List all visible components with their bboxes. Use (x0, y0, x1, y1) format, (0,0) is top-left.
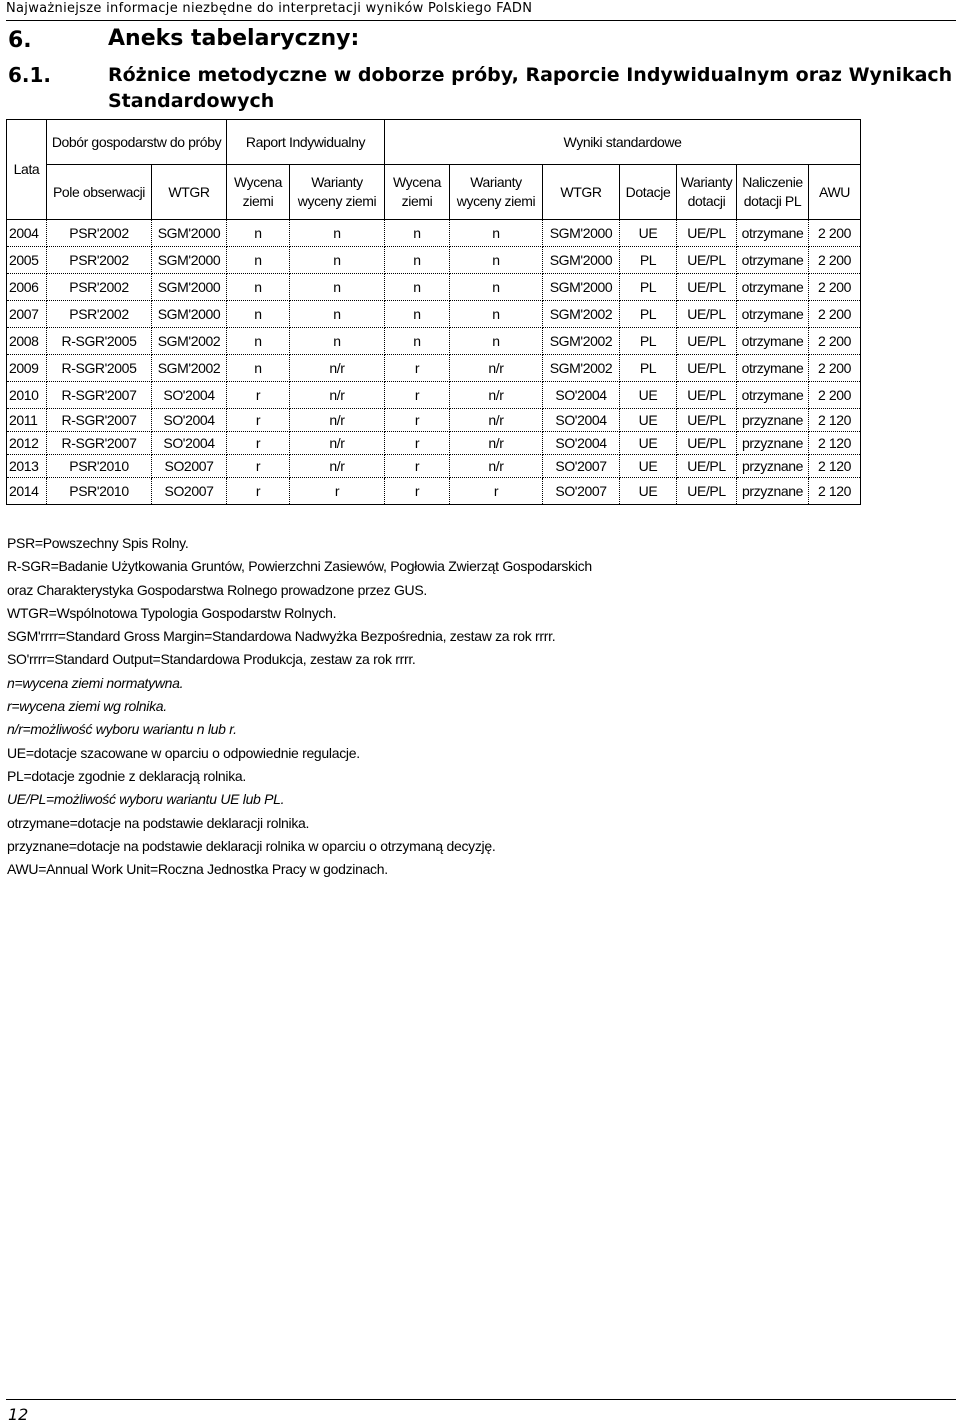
header-pole: Pole obserwacji (47, 165, 152, 220)
legend-line: SO'rrrr=Standard Output=Standardowa Produkcja, zestaw za rok rrrr. (7, 651, 416, 668)
table-cell: n (385, 328, 450, 355)
header-ws-wtgr: WTGR (543, 165, 620, 220)
table-cell: SGM'2002 (543, 301, 620, 328)
table-cell: n (450, 274, 543, 301)
table-cell: 2007 (7, 301, 47, 328)
table-cell: UE/PL (677, 478, 737, 505)
header-lata: Lata (7, 120, 47, 220)
table-cell: otrzymane (737, 355, 809, 382)
table-cell: n (450, 328, 543, 355)
table-cell: 2 120 (809, 432, 861, 455)
table-cell: 2 200 (809, 328, 861, 355)
table-cell: n (290, 301, 385, 328)
table-cell: UE/PL (677, 409, 737, 432)
legend-line: SGM'rrrr=Standard Gross Margin=Standardowa Nadwyżka Bezpośrednia, zestaw za rok rrrr. (7, 628, 556, 645)
table-cell: n/r (450, 455, 543, 478)
table-cell: UE (620, 382, 677, 409)
table-cell: SO'2004 (543, 432, 620, 455)
table-cell: PSR'2010 (47, 478, 152, 505)
table-cell: n/r (290, 382, 385, 409)
table-cell: 2006 (7, 274, 47, 301)
table-cell: n (227, 328, 290, 355)
table-cell: n/r (290, 455, 385, 478)
table-cell: n (450, 301, 543, 328)
table-cell: UE/PL (677, 274, 737, 301)
table-cell: r (385, 355, 450, 382)
table-cell: otrzymane (737, 328, 809, 355)
header-dobor (47, 120, 227, 165)
table-cell: 2005 (7, 247, 47, 274)
table-cell: n (290, 220, 385, 247)
table-cell: R-SGR'2007 (47, 382, 152, 409)
table-cell: 2010 (7, 382, 47, 409)
table-cell: UE/PL (677, 247, 737, 274)
table-cell: SGM'2002 (543, 328, 620, 355)
table-cell: r (385, 478, 450, 505)
table-cell: 2 200 (809, 355, 861, 382)
table-cell: PSR'2010 (47, 455, 152, 478)
table-cell: n/r (450, 409, 543, 432)
table-cell: n/r (290, 409, 385, 432)
table-cell: SO'2004 (152, 432, 227, 455)
table-cell: 2014 (7, 478, 47, 505)
table-cell: UE/PL (677, 432, 737, 455)
header-warianty-dotacji: Warianty dotacji (677, 165, 737, 220)
header-ri-warianty: Warianty wyceny ziemi (290, 165, 385, 220)
table-cell: SGM'2000 (152, 247, 227, 274)
header-ws-wycena: Wycena ziemi (385, 165, 450, 220)
table-cell: 2 200 (809, 274, 861, 301)
table-cell: n/r (290, 432, 385, 455)
running-header-text: Najważniejsze informacje niezbędne do interpretacji wyników Polskiego FADN (6, 1, 533, 16)
table-cell: R-SGR'2005 (47, 355, 152, 382)
table-body (7, 220, 861, 505)
table-cell: r (227, 455, 290, 478)
table-cell: n (450, 247, 543, 274)
table-cell: PSR'2002 (47, 220, 152, 247)
legend-line: n=wycena ziemi normatywna. (7, 674, 184, 691)
table-row (7, 274, 861, 301)
table-cell: n (227, 355, 290, 382)
page-footer (6, 1399, 956, 1425)
table-cell: r (385, 409, 450, 432)
table-cell: SO'2007 (543, 455, 620, 478)
table-cell: SO2007 (152, 478, 227, 505)
table-cell: UE/PL (677, 455, 737, 478)
table-cell: 2013 (7, 455, 47, 478)
header-dotacje: Dotacje (620, 165, 677, 220)
table-cell: SGM'2000 (152, 301, 227, 328)
table-cell: r (227, 409, 290, 432)
table-cell: SGM'2000 (543, 247, 620, 274)
table-cell: PL (620, 247, 677, 274)
subsection-title: Różnice metodyczne w doborze próby, Raporcie Indywidualnym oraz Wynikach Standardowych (108, 64, 953, 112)
header-naliczenie: Naliczenie dotacji PL (737, 165, 809, 220)
table-cell: otrzymane (737, 301, 809, 328)
table-cell: n (227, 274, 290, 301)
table-cell: otrzymane (737, 274, 809, 301)
table-cell: n (290, 274, 385, 301)
table-cell: PL (620, 301, 677, 328)
table-cell: n (227, 301, 290, 328)
table-cell: 2 200 (809, 301, 861, 328)
table-row (7, 455, 861, 478)
table-cell: r (290, 478, 385, 505)
table-cell: UE (620, 409, 677, 432)
legend-line: UE/PL=możliwość wyboru wariantu UE lub PL. (7, 791, 285, 808)
table-cell: otrzymane (737, 382, 809, 409)
legend-line: UE=dotacje szacowane w oparciu o odpowiednie regulacje. (7, 744, 360, 761)
table-cell: n (450, 220, 543, 247)
table-cell: r (227, 432, 290, 455)
table-cell: UE (620, 455, 677, 478)
table-cell: 2 200 (809, 220, 861, 247)
table-cell: R-SGR'2005 (47, 328, 152, 355)
running-header (6, 0, 956, 21)
table-cell: PL (620, 328, 677, 355)
legend-line: AWU=Annual Work Unit=Roczna Jednostka Pracy w godzinach. (7, 861, 388, 878)
legend-line: r=wycena ziemi wg rolnika. (7, 698, 167, 715)
table-cell: SGM'2002 (152, 328, 227, 355)
table-cell: n/r (450, 355, 543, 382)
table-cell: przyznane (737, 478, 809, 505)
table-cell: PL (620, 355, 677, 382)
table-cell: 2 200 (809, 247, 861, 274)
table-cell: UE (620, 220, 677, 247)
table-cell: 2 120 (809, 409, 861, 432)
table-row (7, 301, 861, 328)
header-dobor-text: Dobór gospodarstw do próby (51, 133, 222, 150)
table-row (7, 355, 861, 382)
table-cell: UE/PL (677, 382, 737, 409)
table-cell: n (385, 247, 450, 274)
table-cell: SO'2007 (543, 478, 620, 505)
table-row (7, 478, 861, 505)
legend-line: n/r=możliwość wyboru wariantu n lub r. (7, 721, 237, 738)
table-cell: r (385, 455, 450, 478)
page-number: 12 (8, 1405, 29, 1424)
table-cell: PSR'2002 (47, 247, 152, 274)
section-number: 6. (8, 28, 32, 53)
table-cell: SGM'2000 (543, 274, 620, 301)
table-cell: UE/PL (677, 355, 737, 382)
table-cell: n/r (450, 382, 543, 409)
table-cell: SO'2004 (543, 382, 620, 409)
table-cell: SGM'2002 (543, 355, 620, 382)
header-awu: AWU (809, 165, 861, 220)
table-cell: UE/PL (677, 328, 737, 355)
table-cell: przyznane (737, 432, 809, 455)
subsection-number: 6.1. (8, 63, 52, 87)
table-row (7, 220, 861, 247)
table-cell: SO'2004 (152, 409, 227, 432)
table-cell: 2 120 (809, 455, 861, 478)
table-cell: PL (620, 274, 677, 301)
table-cell: przyznane (737, 455, 809, 478)
table-cell: R-SGR'2007 (47, 432, 152, 455)
table-cell: n (385, 274, 450, 301)
table-cell: n/r (290, 355, 385, 382)
table-cell: 2 120 (809, 478, 861, 505)
table-cell: n (227, 220, 290, 247)
table-cell: PSR'2002 (47, 274, 152, 301)
table-cell: n (290, 328, 385, 355)
legend-line: oraz Charakterystyka Gospodarstwa Rolnego prowadzone przez GUS. (7, 581, 427, 598)
legend-line: R-SGR=Badanie Użytkowania Gruntów, Powierzchni Zasiewów, Pogłowia Zwierząt Gospodarskich (7, 558, 592, 575)
legend-line: WTGR=Wspólnotowa Typologia Gospodarstw Rolnych. (7, 604, 337, 621)
table-cell: UE (620, 432, 677, 455)
table-cell: SGM'2002 (152, 355, 227, 382)
table-cell: 2012 (7, 432, 47, 455)
table-row (7, 328, 861, 355)
header-raport: Raport Indywidualny (227, 120, 385, 165)
table-row (7, 432, 861, 455)
header-wtgr: WTGR (152, 165, 227, 220)
table-row (7, 382, 861, 409)
legend (7, 532, 907, 881)
table-cell: n (227, 247, 290, 274)
table-cell: UE/PL (677, 301, 737, 328)
table-row (7, 247, 861, 274)
table-cell: przyznane (737, 409, 809, 432)
legend-line: otrzymane=dotacje na podstawie deklaracji rolnika. (7, 814, 310, 831)
table-row (7, 409, 861, 432)
legend-line: PSR=Powszechny Spis Rolny. (7, 535, 189, 551)
table-cell: n (290, 247, 385, 274)
table-cell: UE (620, 478, 677, 505)
table-cell: n (385, 301, 450, 328)
table-cell: R-SGR'2007 (47, 409, 152, 432)
table-cell: SO'2004 (543, 409, 620, 432)
table-cell: otrzymane (737, 220, 809, 247)
table-cell: PSR'2002 (47, 301, 152, 328)
table-cell: SO'2004 (152, 382, 227, 409)
table-cell: n (385, 220, 450, 247)
header-ws-warianty: Warianty wyceny ziemi (450, 165, 543, 220)
legend-line: PL=dotacje zgodnie z deklaracją rolnika. (7, 767, 246, 784)
methodology-table (6, 119, 861, 505)
table-cell: SGM'2000 (543, 220, 620, 247)
table-cell: r (385, 382, 450, 409)
table-cell: 2011 (7, 409, 47, 432)
table-cell: UE/PL (677, 220, 737, 247)
table-cell: r (450, 478, 543, 505)
table-cell: 2 200 (809, 382, 861, 409)
table-cell: 2009 (7, 355, 47, 382)
table-cell: r (227, 382, 290, 409)
table-cell: r (227, 478, 290, 505)
table-cell: r (385, 432, 450, 455)
section-title: Aneks tabelaryczny: (108, 26, 360, 51)
table-cell: otrzymane (737, 247, 809, 274)
legend-line: przyznane=dotacje na podstawie deklaracji rolnika w oparciu o otrzymaną decyzję. (7, 837, 496, 854)
table-cell: n/r (450, 432, 543, 455)
table-cell: SGM'2000 (152, 220, 227, 247)
table-cell: SO2007 (152, 455, 227, 478)
header-wyniki: Wyniki standardowe (385, 120, 861, 165)
table-cell: SGM'2000 (152, 274, 227, 301)
table-cell: 2008 (7, 328, 47, 355)
table-cell: 2004 (7, 220, 47, 247)
header-ri-wycena: Wycena ziemi (227, 165, 290, 220)
